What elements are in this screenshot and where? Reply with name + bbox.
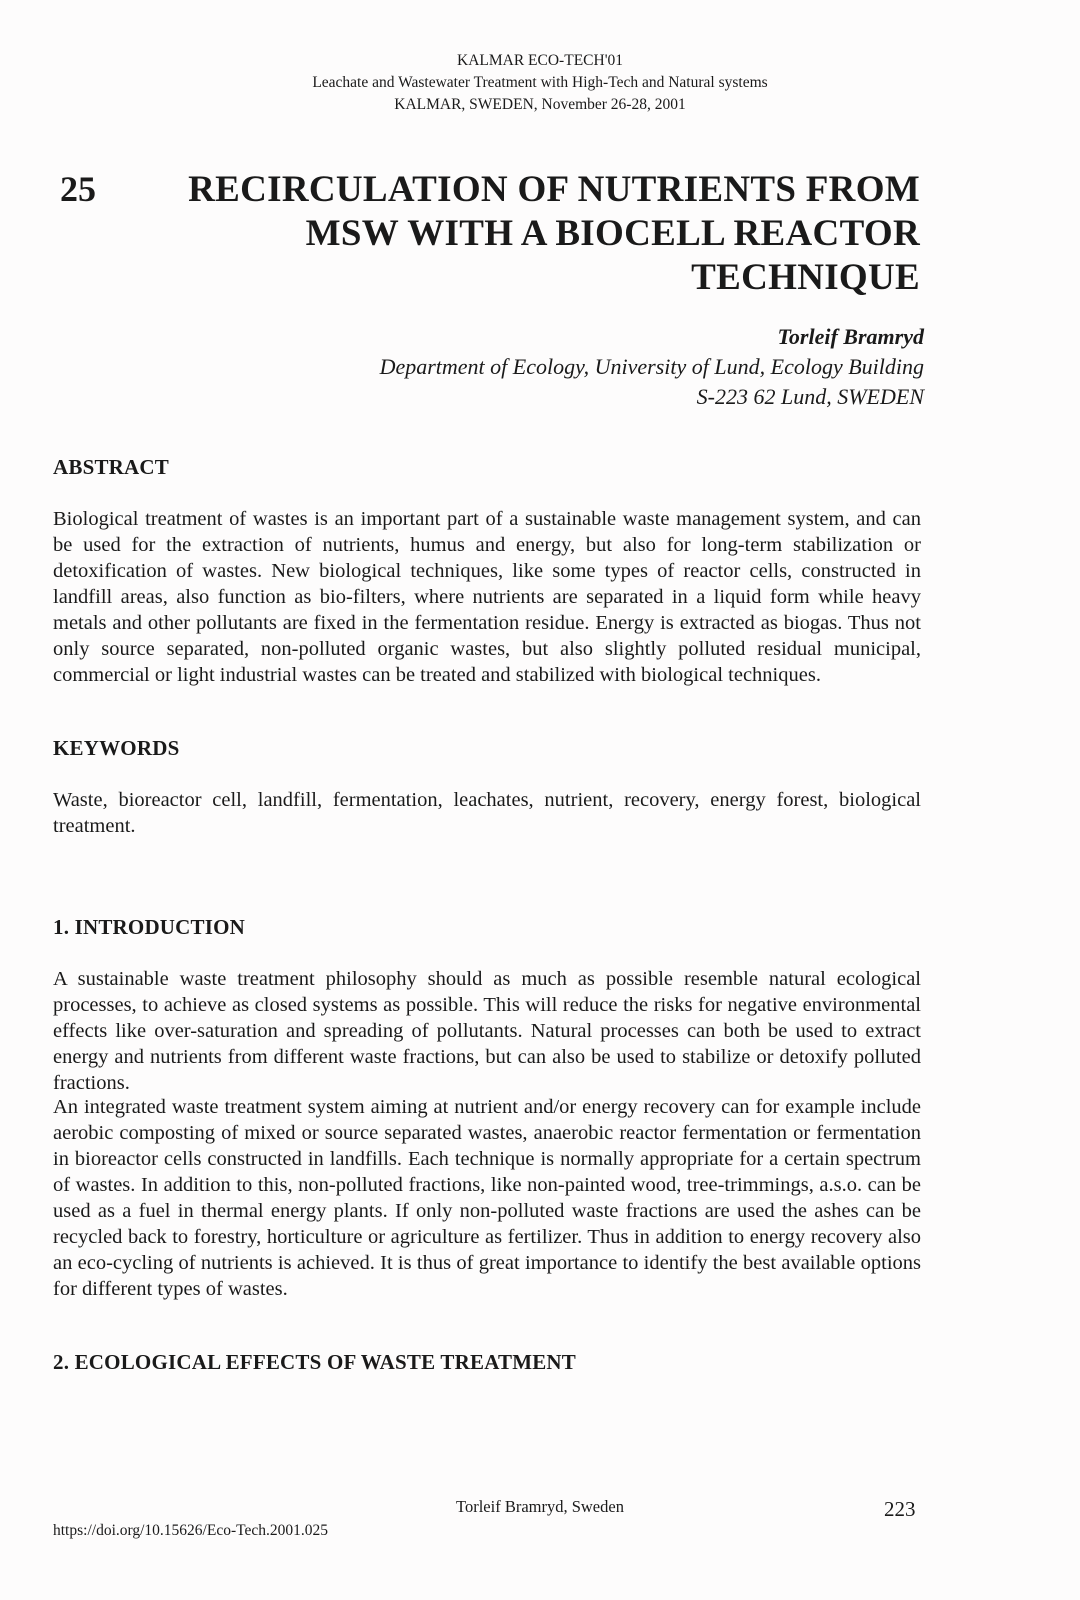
abstract-heading: ABSTRACT [53, 455, 169, 479]
abstract-text: Biological treatment of wastes is an important part of a sustainable waste management system, and can be used for the extraction of nutrients, humus and energy, but also for long-term stabilization or detoxification of wastes. New biological techniques, like some types of reactor cells, constructed in landfill areas, also function as bio-filters, where nutrients are separated in a liquid form while heavy metals and other pollutants are fixed in the fermentation residue. Energy is extracted as biogas. Thus not only source separated, non-polluted organic wastes, but also slightly polluted residual municipal, commercial or light industrial wastes can be treated and stabilized with biological techniques. [53, 508, 921, 686]
introduction-paragraph-2: An integrated waste treatment system aiming at nutrient and/or energy recovery can for example include aerobic composting of mixed or source separated wastes, anaerobic reactor fermentation or fermentation in bioreactor cells constructed in landfills. Each technique is normally appropriate for a certain spectrum of wastes. In addition to this, non-polluted fractions, like non-painted wood, tree-trimmings, a.s.o. can be used as a fuel in thermal energy plants. If only non-polluted waste fractions are used the ashes can be recycled back to forestry, horticulture or agriculture as fertilizer. Thus in addition to energy recovery also an eco-cycling of nutrients is achieved. It is thus of great importance to identify the best available options for different types of wastes. [53, 1096, 921, 1300]
author-block [164, 322, 924, 412]
conference-name: KALMAR ECO-TECH'01 [457, 52, 623, 69]
introduction-heading: 1. INTRODUCTION [53, 915, 246, 939]
title-line-2: MSW WITH A BIOCELL REACTOR [305, 213, 920, 254]
paper-title [160, 168, 920, 300]
conference-subtitle: Leachate and Wastewater Treatment with High-Tech and Natural systems [312, 74, 768, 91]
author-address: S-223 62 Lund, SWEDEN [696, 384, 924, 409]
conference-header [0, 50, 1080, 116]
title-line-3: TECHNIQUE [691, 257, 920, 298]
conference-location-date: KALMAR, SWEDEN, November 26-28, 2001 [394, 96, 686, 113]
title-line-1: RECIRCULATION OF NUTRIENTS FROM [188, 169, 920, 210]
author-affiliation: Department of Ecology, University of Lund, Ecology Building [379, 354, 924, 379]
chapter-number: 25 [60, 169, 96, 209]
footer-author: Torleif Bramryd, Sweden [456, 1497, 624, 1516]
keywords-text: Waste, bioreactor cell, landfill, fermentation, leachates, nutrient, recovery, energy forest, biological treatment. [53, 789, 921, 837]
introduction-paragraph-1: A sustainable waste treatment philosophy should as much as possible resemble natural ecological processes, to achieve as closed systems as possible. This will reduce the risks for negative environmental effects like over-saturation and spreading of pollutants. Natural processes can both be used to extract energy and nutrients from different waste fractions, but can also be used to stabilize or detoxify polluted fractions. [53, 968, 921, 1094]
author-name: Torleif Bramryd [777, 324, 924, 349]
page-number: 223 [884, 1497, 916, 1521]
doi-link[interactable]: https://doi.org/10.15626/Eco-Tech.2001.025 [53, 1522, 329, 1539]
keywords-heading: KEYWORDS [53, 736, 180, 760]
section-2-heading: 2. ECOLOGICAL EFFECTS OF WASTE TREATMENT [53, 1350, 577, 1374]
